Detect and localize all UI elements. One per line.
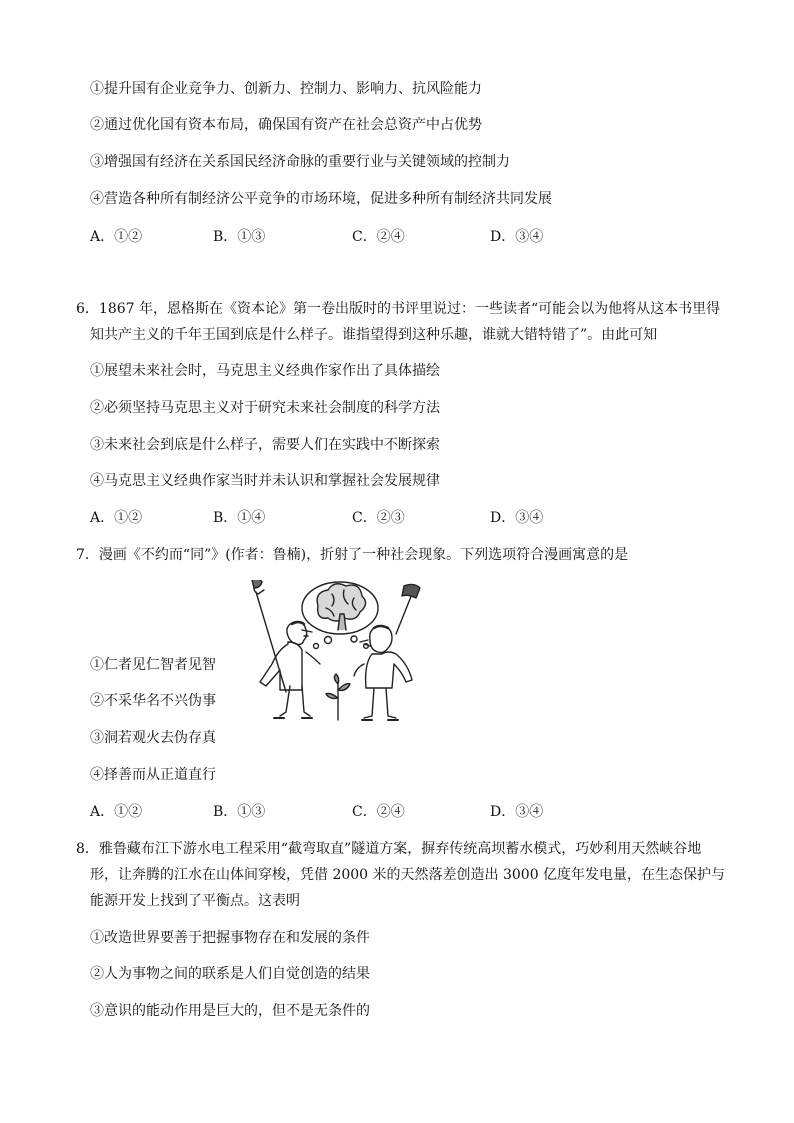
q6-item-2: ②必须坚持马克思主义对于研究未来社会制度的科学方法 [90, 400, 440, 416]
q5-item-2: ②通过优化国有资本布局，确保国有资产在社会总资产中占优势 [90, 117, 482, 133]
tree-trunk [338, 614, 346, 630]
cartoon-illustration [244, 580, 434, 728]
q7-option-c: C．②④ [352, 804, 405, 820]
q7-option-a: A．①② [90, 804, 143, 820]
q6-item-4: ④马克思主义经典作家当时并未认识和掌握社会发展规律 [90, 473, 440, 489]
q5-option-c: C．②④ [352, 229, 405, 245]
q7-option-d: D．③④ [490, 804, 544, 820]
q6-stem-line-1: 6．1867 年，恩格斯在《资本论》第一卷出版时的书评里说过：一些读者“可能会以为他将从这本书里得 [76, 301, 721, 317]
q6-option-b: B．①④ [213, 510, 266, 526]
q6-option-d: D．③④ [490, 510, 544, 526]
q7-item-4: ④择善而从正道直行 [90, 767, 216, 783]
q5-item-4: ④营造各种所有制经济公平竞争的市场环境，促进多种所有制经济共同发展 [90, 191, 552, 207]
q5-item-1: ①提升国有企业竞争力、创新力、控制力、影响力、抗风险能力 [90, 81, 482, 97]
q8-item-3: ③意识的能动作用是巨大的，但不是无条件的 [90, 1003, 370, 1019]
q7-item-2: ②不采华名不兴伪事 [90, 693, 216, 709]
q5-option-b: B．①③ [213, 229, 266, 245]
q7-item-1: ①仁者见仁智者见智 [90, 657, 216, 673]
q6-option-c: C．②③ [352, 510, 405, 526]
q7-option-b: B．①③ [213, 804, 266, 820]
left-man [252, 580, 320, 718]
q8-item-1: ①改造世界要善于把握事物存在和发展的条件 [90, 930, 370, 946]
q8-stem-line-3: 能源开发上找到了平衡点。这表明 [90, 893, 300, 909]
q6-option-a: A．①② [90, 510, 143, 526]
q7-item-3: ③洞若观火去伪存真 [90, 730, 216, 746]
q8-stem-line-2: 形，让奔腾的江水在山体间穿梭，凭借 2000 米的天然落差创造出 3000 亿度年发电量，在生态保护与 [90, 867, 726, 883]
q8-stem-line-1: 8．雅鲁藏布江下游水电工程采用“截弯取直”隧道方案，摒弃传统高坝蓄水模式，巧妙利用天然峡谷地 [76, 841, 702, 857]
sapling [326, 674, 350, 720]
q6-item-3: ③未来社会到底是什么样子，需要人们在实践中不断探索 [90, 437, 440, 453]
q6-stem-line-2: 知共产主义的千年王国到底是什么样子。谁指望得到这种乐趣，谁就大错特错了”。由此可知 [90, 327, 658, 343]
q5-option-d: D．③④ [490, 229, 544, 245]
q8-item-2: ②人为事物之间的联系是人们自觉创造的结果 [90, 966, 370, 982]
q6-item-1: ①展望未来社会时，马克思主义经典作家作出了具体描绘 [90, 363, 440, 379]
q7-stem: 7．漫画《不约而“同”》(作者：鲁楠)，折射了一种社会现象。下列选项符合漫画寓意的是 [76, 547, 629, 563]
q5-option-a: A．①② [90, 229, 143, 245]
q5-item-3: ③增强国有经济在关系国民经济命脉的重要行业与关键领域的控制力 [90, 154, 510, 170]
